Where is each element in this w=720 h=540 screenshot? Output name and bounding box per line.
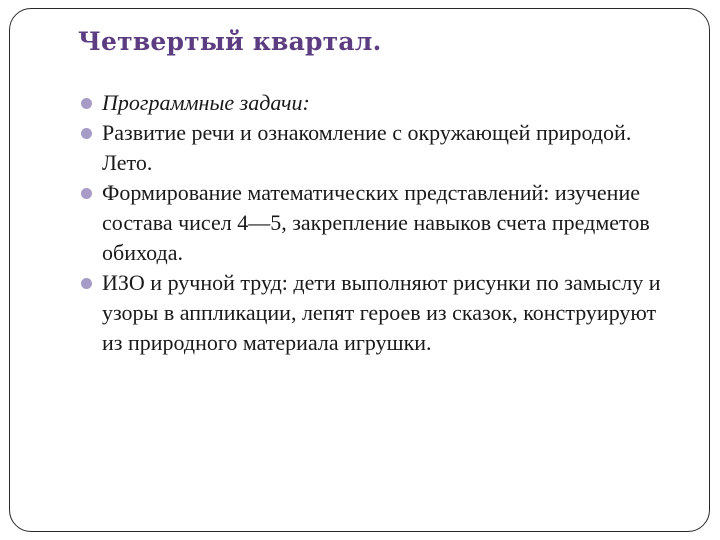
list-item-text: Формирование математических представлений: изучение состава чисел 4—5, закрепление навыков счета предметов обихода. (102, 180, 650, 265)
list-item-program-tasks (78, 88, 678, 118)
slide-title: Четвертый квартал. (78, 27, 382, 56)
bullet-icon (81, 278, 92, 289)
list-item-text: ИЗО и ручной труд: дети выполняют рисунки по замыслу и узоры в аппликации, лепят героев из сказок, конструируют из природного материала игрушки. (102, 270, 661, 355)
list-item-speech (78, 118, 678, 178)
bullet-list (78, 88, 678, 358)
bullet-icon (81, 188, 92, 199)
list-item-text: Развитие речи и ознакомление с окружающей природой. Лето. (102, 120, 632, 175)
list-item-text: Программные задачи: (102, 90, 310, 115)
bullet-icon (81, 98, 92, 109)
bullet-icon (81, 128, 92, 139)
list-item-art (78, 268, 678, 358)
list-item-math (78, 178, 678, 268)
